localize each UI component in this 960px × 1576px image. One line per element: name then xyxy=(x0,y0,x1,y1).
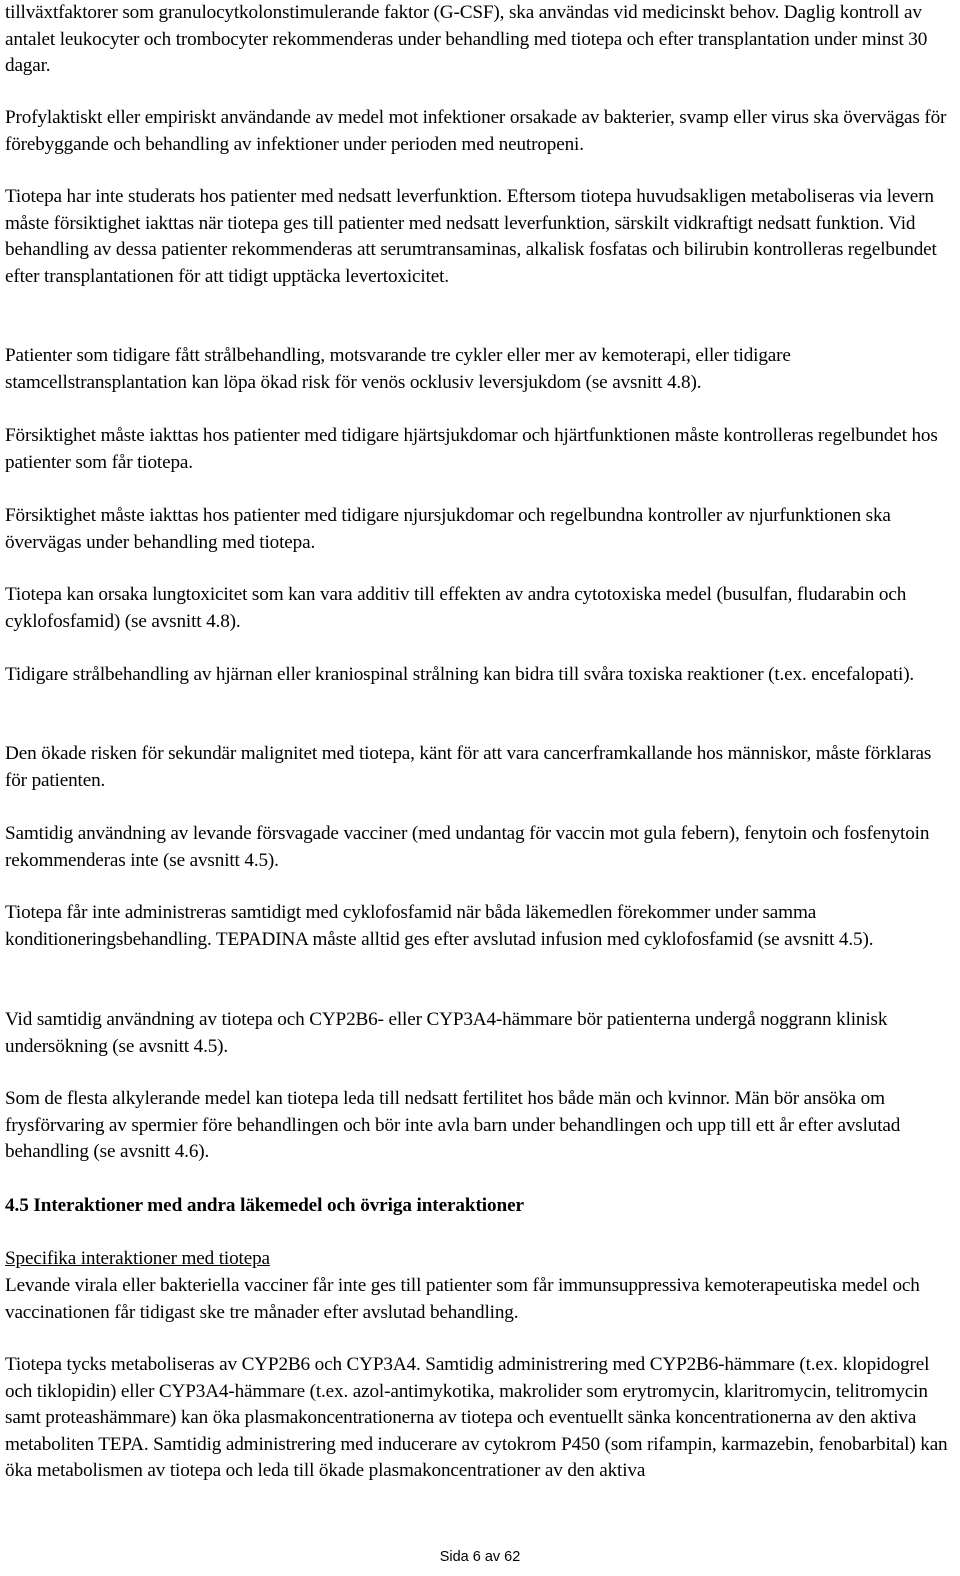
section-heading: 4.5 Interaktioner med andra läkemedel och övriga interaktioner xyxy=(5,1195,524,1216)
paragraph-cyp-inhibitors: Vid samtidig användning av tiotepa och CYP2B6- eller CYP3A4-hämmare bör patienterna undergå noggrann klinisk undersökning (se avsnitt 4.5). xyxy=(5,1009,888,1057)
paragraph-prior-radiotherapy: Patienter som tidigare fått strålbehandling, motsvarande tre cykler eller mer av kemoterapi, eller tidigare stamcellstransplantation kan löpa ökad risk för venös ocklusiv leversjukdom (se avsnitt 4.8). xyxy=(5,345,791,393)
paragraph-heart-disease: Försiktighet måste iakttas hos patienter med tidigare hjärtsjukdomar och hjärtfunktionen måste kontrolleras regelbundet hos patienter som får tiotepa. xyxy=(5,425,938,473)
paragraph-secondary-malignancy: Den ökade risken för sekundär malignitet med tiotepa, känt för att vara cancerframkallande hos människor, måste förklaras för patienten. xyxy=(5,743,932,791)
paragraph-vaccines-immunosuppressive: Levande virala eller bakteriella vacciner får inte ges till patienter som får immunsuppressiva kemoterapeutiska medel och vaccinationen får tidigast ske tre månader efter avslutad behandling. xyxy=(5,1275,920,1323)
paragraph-infection-prophylaxis: Profylaktiskt eller empiriskt användande av medel mot infektioner orsakade av bakterier, svamp eller virus ska övervägas för förebyggande och behandling av infektioner under perioden med neutropeni. xyxy=(5,107,947,155)
page-number: Sida 6 av 62 xyxy=(439,1549,521,1565)
paragraph-live-vaccines: Samtidig användning av levande försvagade vacciner (med undantag för vaccin mot gula febern), fenytoin och fosfenytoin rekommenderas inte (se avsnitt 4.5). xyxy=(5,823,930,871)
paragraph-gcsf: tillväxtfaktorer som granulocytkolonstimulerande faktor (G-CSF), ska användas vid medicinskt behov. Daglig kontroll av antalet leukocyter och trombocyter rekommenderas under behandling med tiotepa och efter transplantation under minst 30 dagar. xyxy=(5,2,928,77)
paragraph-lung-toxicity: Tiotepa kan orsaka lungtoxicitet som kan vara additiv till effekten av andra cytotoxiska medel (busulfan, fludarabin och cyklofosfamid) (se avsnitt 4.8). xyxy=(5,584,907,632)
paragraph-cyp-metabolism: Tiotepa tycks metaboliseras av CYP2B6 och CYP3A4. Samtidig administrering med CYP2B6-hämmare (t.ex. klopidogrel och tiklopidin) eller CYP3A4-hämmare (t.ex. azol-antimykotika, makrolider som erytromycin, klaritromycin, telitromycin samt proteashämmare) kan öka plasmakoncentrationerna av tiotepa och eventuellt sänka koncentrationerna av den aktiva metaboliten TEPA. Samtidig administrering med inducerare av cytokrom P450 (som rifampin, karmazebin, fenobarbital) kan öka metabolismen av tiotepa och leda till ökade plasmakoncentrationer av den aktiva xyxy=(5,1354,948,1482)
paragraph-fertility: Som de flesta alkylerande medel kan tiotepa leda till nedsatt fertilitet hos både män och kvinnor. Män bör ansöka om frysförvaring av spermier före behandlingen och bör inte avla barn under behandlingen och upp till ett år efter avslutad behandling (se avsnitt 4.6). xyxy=(5,1088,901,1163)
paragraph-kidney-disease: Försiktighet måste iakttas hos patienter med tidigare njursjukdomar och regelbundna kontroller av njurfunktionen ska övervägas under behandling med tiotepa. xyxy=(5,505,891,553)
subheading-specific-interactions: Specifika interaktioner med tiotepa xyxy=(5,1248,270,1269)
paragraph-liver-function: Tiotepa har inte studerats hos patienter med nedsatt leverfunktion. Eftersom tiotepa huvudsakligen metaboliseras via levern måste försiktighet iakttas när tiotepa ges till patienter med nedsatt leverfunktion, särskilt vidkraftigt nedsatt funktion. Vid behandling av dessa patienter rekommenderas att serumtransaminas, alkalisk fosfatas och bilirubin kontrolleras regelbundet efter transplantationen för att tidigt upptäcka levertoxicitet. xyxy=(5,186,937,287)
paragraph-cyclophosphamide: Tiotepa får inte administreras samtidigt med cyklofosfamid när båda läkemedlen förekommer under samma konditioneringsbehandling. TEPADINA måste alltid ges efter avslutad infusion med cyklofosfamid (se avsnitt 4.5). xyxy=(5,902,874,950)
paragraph-brain-radiation: Tidigare strålbehandling av hjärnan eller kraniospinal strålning kan bidra till svåra toxiska reaktioner (t.ex. encefalopati). xyxy=(5,664,915,685)
